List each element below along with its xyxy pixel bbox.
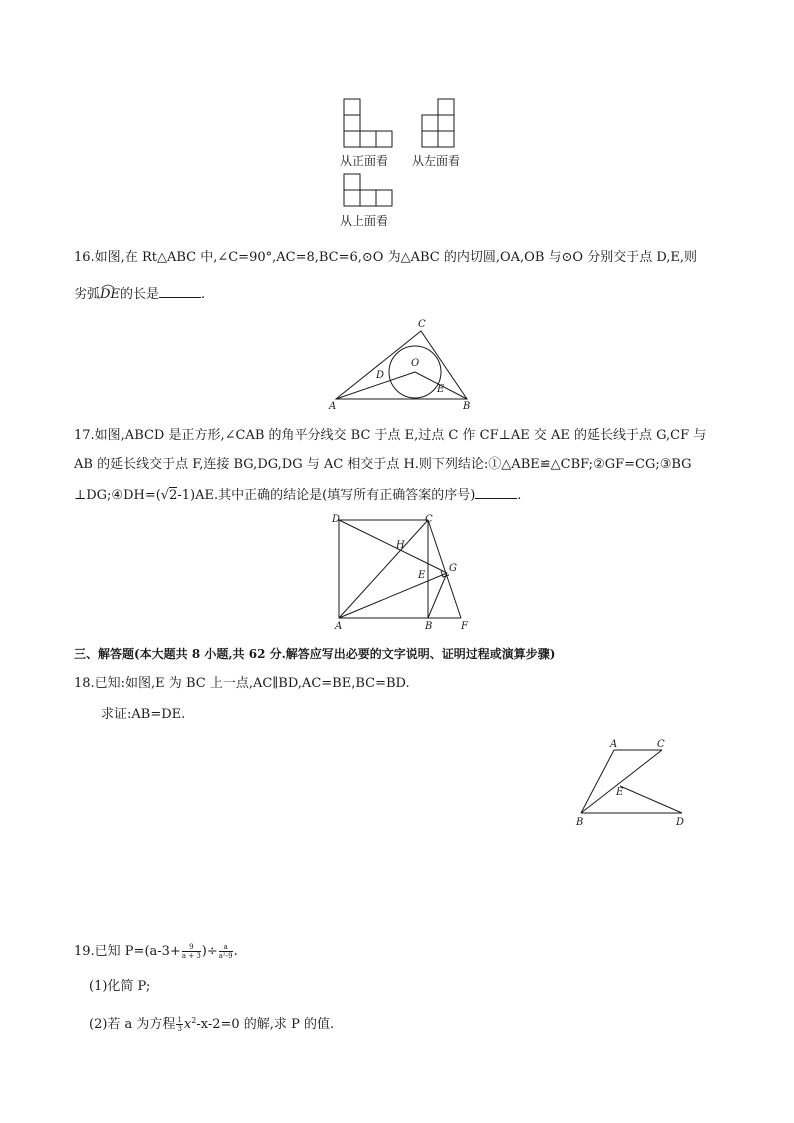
left-view-caption: 从左面看 <box>412 154 461 168</box>
q18-label-e: E <box>616 787 624 798</box>
q16-line2: 劣弧 DE的长是 . <box>74 287 206 302</box>
q19-fraction-3: $\frac{1}{3}$ <box>177 1016 182 1033</box>
q16-label-o: O <box>411 358 420 369</box>
q17-label-e: E <box>418 570 426 581</box>
q18-label-b: B <box>576 817 584 828</box>
q19-part2: (2)若 a 为方程 $\frac{1}{3}$ $x^2-x-2=0$ 的解,求 P 的值. <box>89 1016 335 1033</box>
q17-line2: AB 的延长线交于点 F,连接 BG,DG,DG 与 AC 相交于点 H.则下列结论:①△ABE≌△CBF;②GF=CG;③BG <box>74 457 692 472</box>
q17-label-c: C <box>425 514 433 525</box>
sqrt-sign: √ <box>160 488 170 503</box>
q16-label-d: D <box>376 370 385 381</box>
q17-figure <box>330 512 475 634</box>
q18-label-d: D <box>676 817 685 828</box>
section3-title: 三、解答题(本大题共 8 小题,共 62 分.解答应写出必要的文字说明、证明过程或演算步骤) <box>74 647 556 661</box>
q19-fraction-2: $\frac{a}{\text{a²-9}}$ <box>218 943 233 960</box>
q17-label-g: G <box>449 563 457 574</box>
q16-arc-name: DE <box>100 287 120 302</box>
q18-line1: 18.已知:如图,E 为 BC 上一点,AC∥BD,AC=BE,BC=BD. <box>74 676 410 691</box>
q17-answer-blank[interactable] <box>475 498 517 499</box>
top-view-caption: 从上面看 <box>340 214 389 228</box>
q16-label-a: A <box>329 401 337 412</box>
q17-label-d: D <box>332 514 341 525</box>
q17-line3: ⊥DG;④DH=(√2-1)AE.其中正确的结论是(填写所有正确答案的序号) . <box>74 488 522 503</box>
q18-label-c: C <box>657 739 665 750</box>
q18-line2: 求证:AB=DE. <box>101 707 186 722</box>
front-view-caption: 从正面看 <box>340 154 389 168</box>
top-view-grid <box>344 174 392 206</box>
q17-line1: 17.如图,ABCD 是正方形,∠CAB 的角平分线交 BC 于点 E,过点 C 作 CF⊥AE 交 AE 的延长线于点 G,CF 与 <box>74 428 707 443</box>
q16-label-e: E <box>437 384 445 395</box>
q19-line1: 19.已知 P=(a-3+ $\frac{9}{a + 3}$ )÷ $\frac{a}{\text{a²-9}}$ . <box>74 943 238 960</box>
q16-answer-blank[interactable] <box>159 297 201 298</box>
q16-line1: 16.如图,在 Rt△ABC 中,∠C=90°,AC=8,BC=6,⊙O 为△ABC 的内切圆,OA,OB 与⊙O 分别交于点 D,E,则 <box>74 250 698 265</box>
q17-label-h: H <box>396 540 405 551</box>
q16-figure <box>325 316 475 412</box>
q18-figure <box>570 736 695 830</box>
q19-part1: (1)化简 P; <box>89 979 151 994</box>
q16-arc-prefix: 劣弧 <box>74 287 101 302</box>
q19-fraction-1: $\frac{9}{a + 3}$ <box>181 943 201 960</box>
q16-label-c: C <box>418 319 426 330</box>
front-view-grid <box>344 99 392 147</box>
q17-label-a: A <box>335 621 343 632</box>
q17-label-b: B <box>425 621 433 632</box>
q16-label-b: B <box>463 401 471 412</box>
left-view-grid <box>422 99 454 147</box>
q16-arc-suffix: 的长是 <box>119 287 159 302</box>
q18-label-a: A <box>610 739 618 750</box>
q17-label-f: F <box>461 621 468 632</box>
